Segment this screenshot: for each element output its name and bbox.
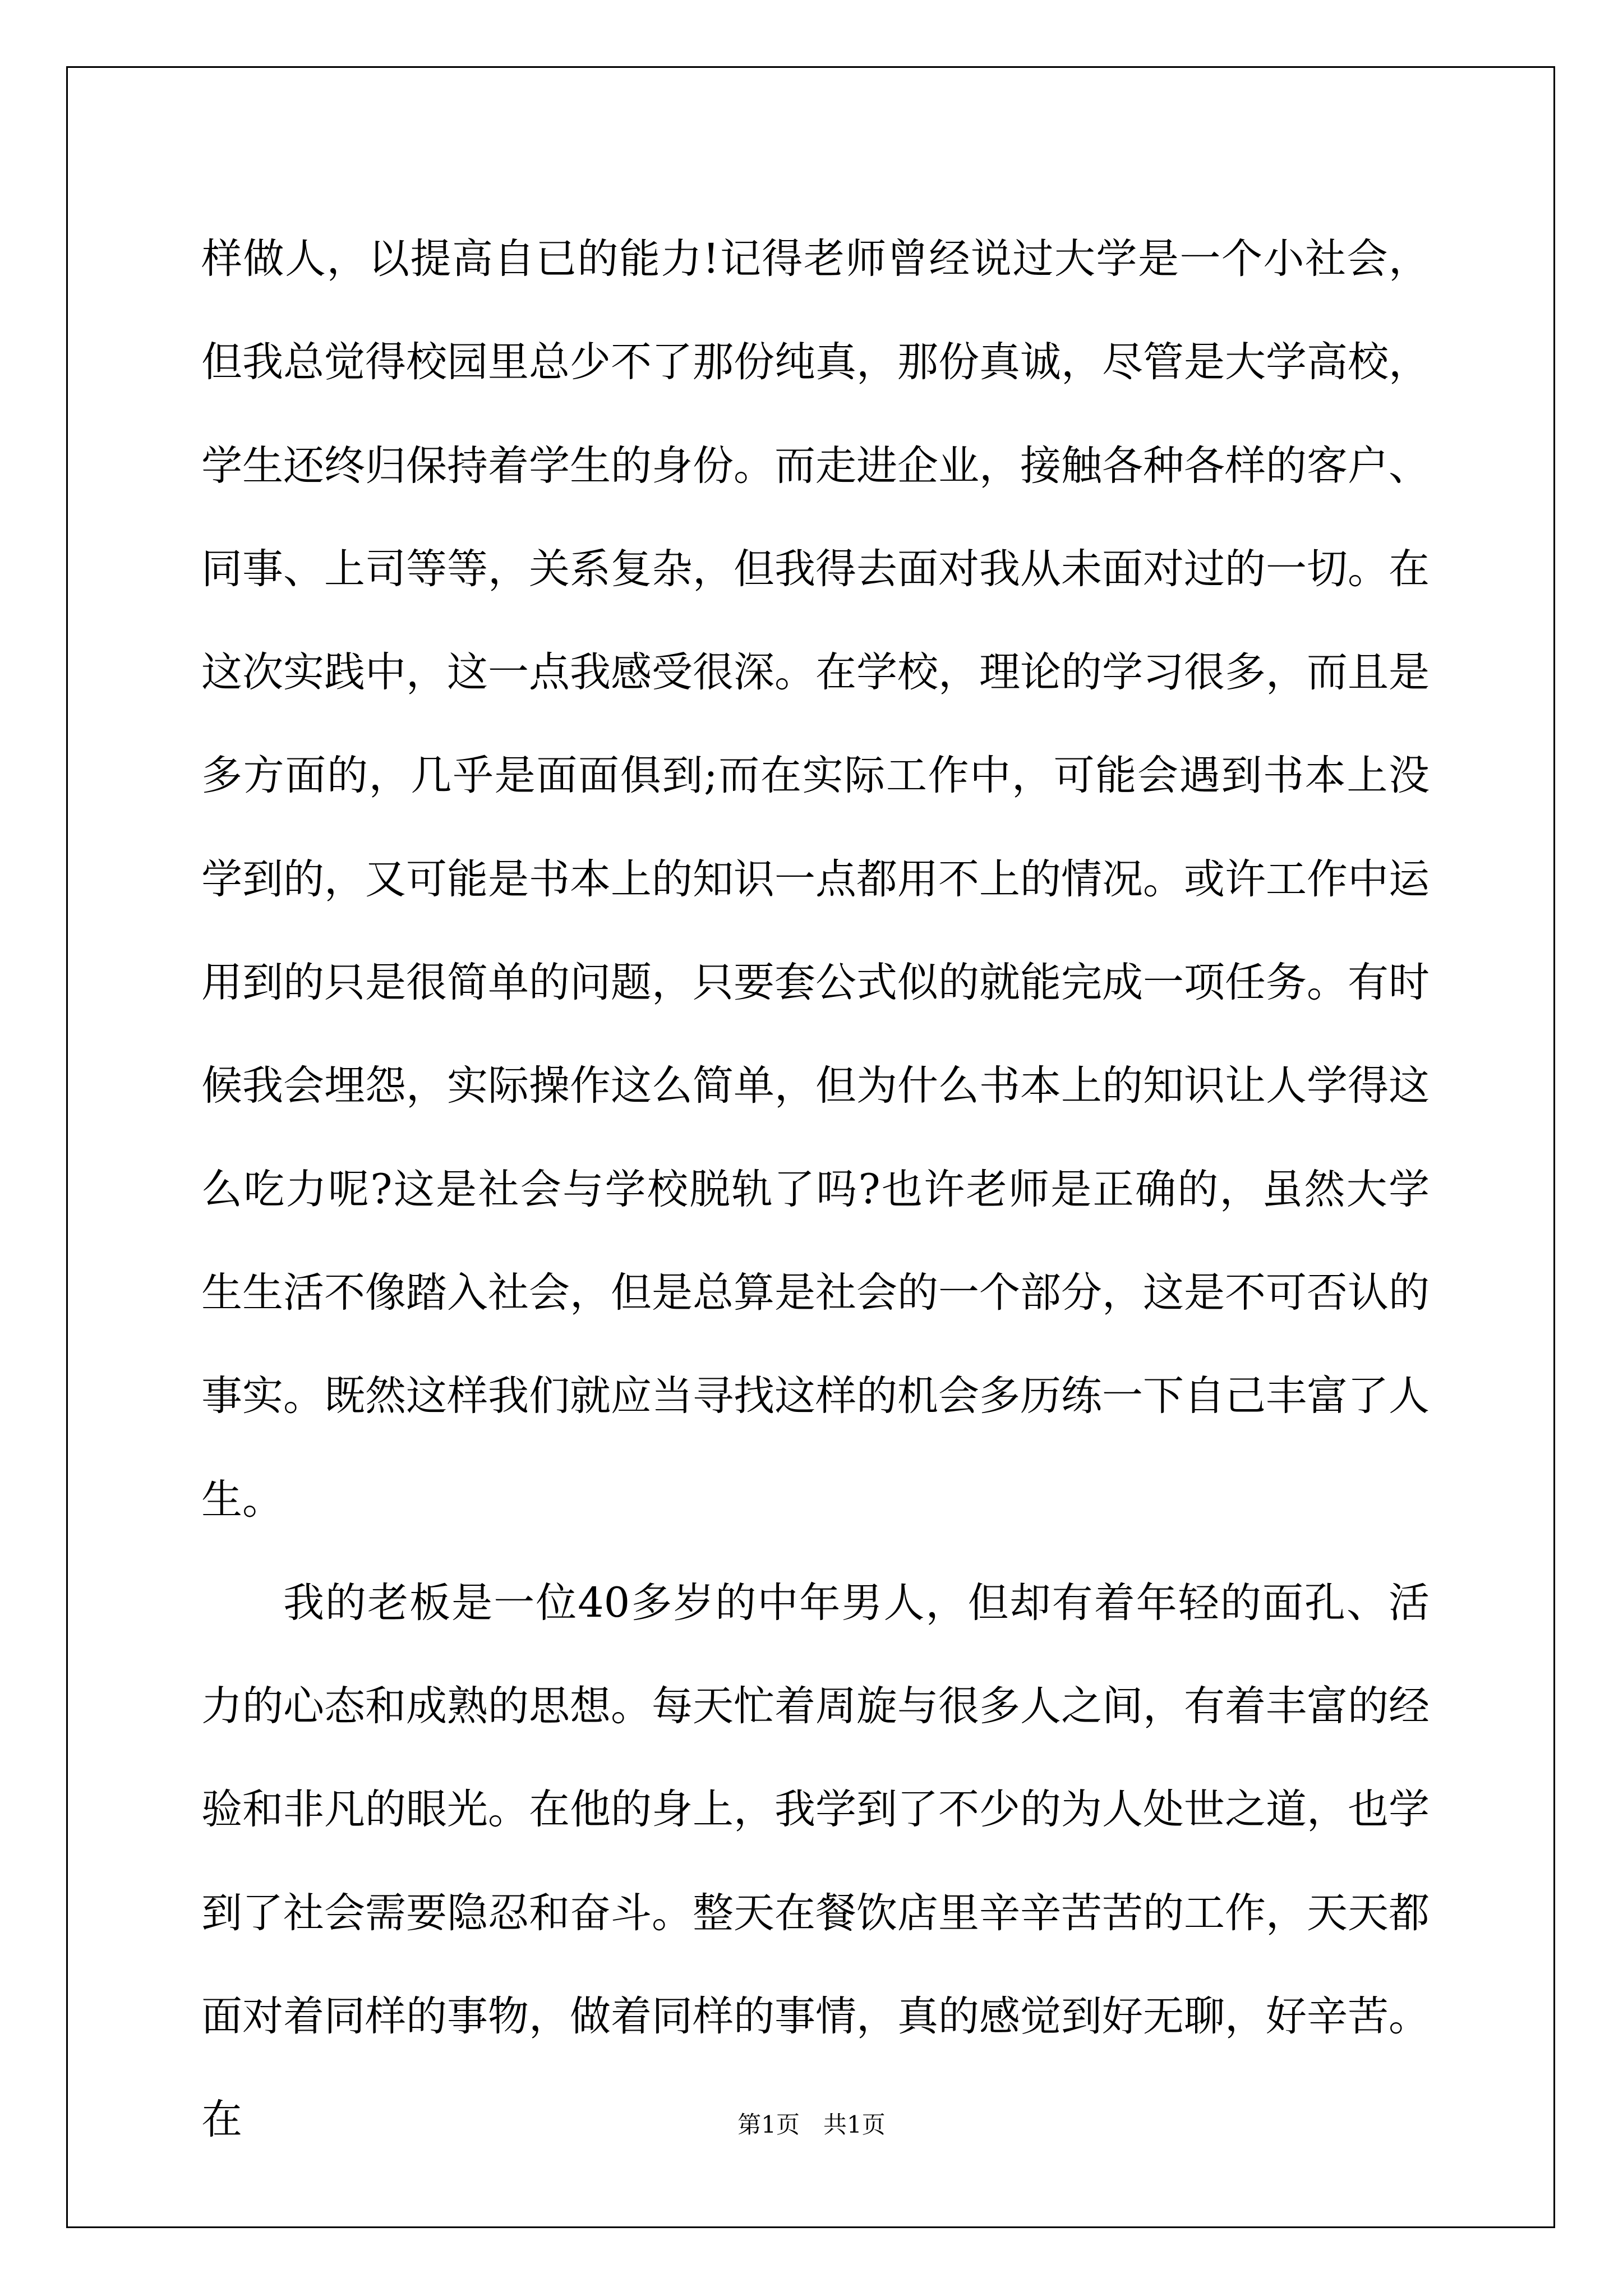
paragraph-2: 我的老板是一位40多岁的中年男人，但却有着年轻的面孔、活力的心态和成熟的思想。每天忙着周旋与很多人之间，有着丰富的经验和非凡的眼光。在他的身上，我学到了不少的为人处世之道，也学到了社会需要隐忍和奋斗。整天在餐饮店里辛辛苦苦的工作，天天都面对着同样的事物，做着同样的事情，真的感觉到好无聊，好辛苦。在 bbox=[201, 1579, 1430, 2144]
page-number-footer: 第1页 共1页 bbox=[737, 2111, 886, 2138]
paragraph-1: 样做人，以提高自已的能力!记得老师曾经说过大学是一个小社会，但我总觉得校园里总少不了那份纯真，那份真诚，尽管是大学高校，学生还终归保持着学生的身份。而走进企业，接触各种各样的客户、同事、上司等等，关系复杂，但我得去面对我从未面对过的一切。在这次实践中，这一点我感受很深。在学校，理论的学习很多，而且是多方面的，几乎是面面俱到;而在实际工作中，可能会遇到书本上没学到的，又可能是书本上的知识一点都用不上的情况。或许工作中运用到的只是很简单的问题，只要套公式似的就能完成一项任务。有时候我会埋怨，实际操作这么简单，但为什么书本上的知识让人学得这么吃力呢?这是社会与学校脱轨了吗?也许老师是正确的，虽然大学生生活不像踏入社会，但是总算是社会的一个部分，这是不可否认的事实。既然这样我们就应当寻找这样的机会多历练一下自己丰富了人生。 bbox=[201, 235, 1430, 1524]
document-body bbox=[201, 208, 1430, 2172]
